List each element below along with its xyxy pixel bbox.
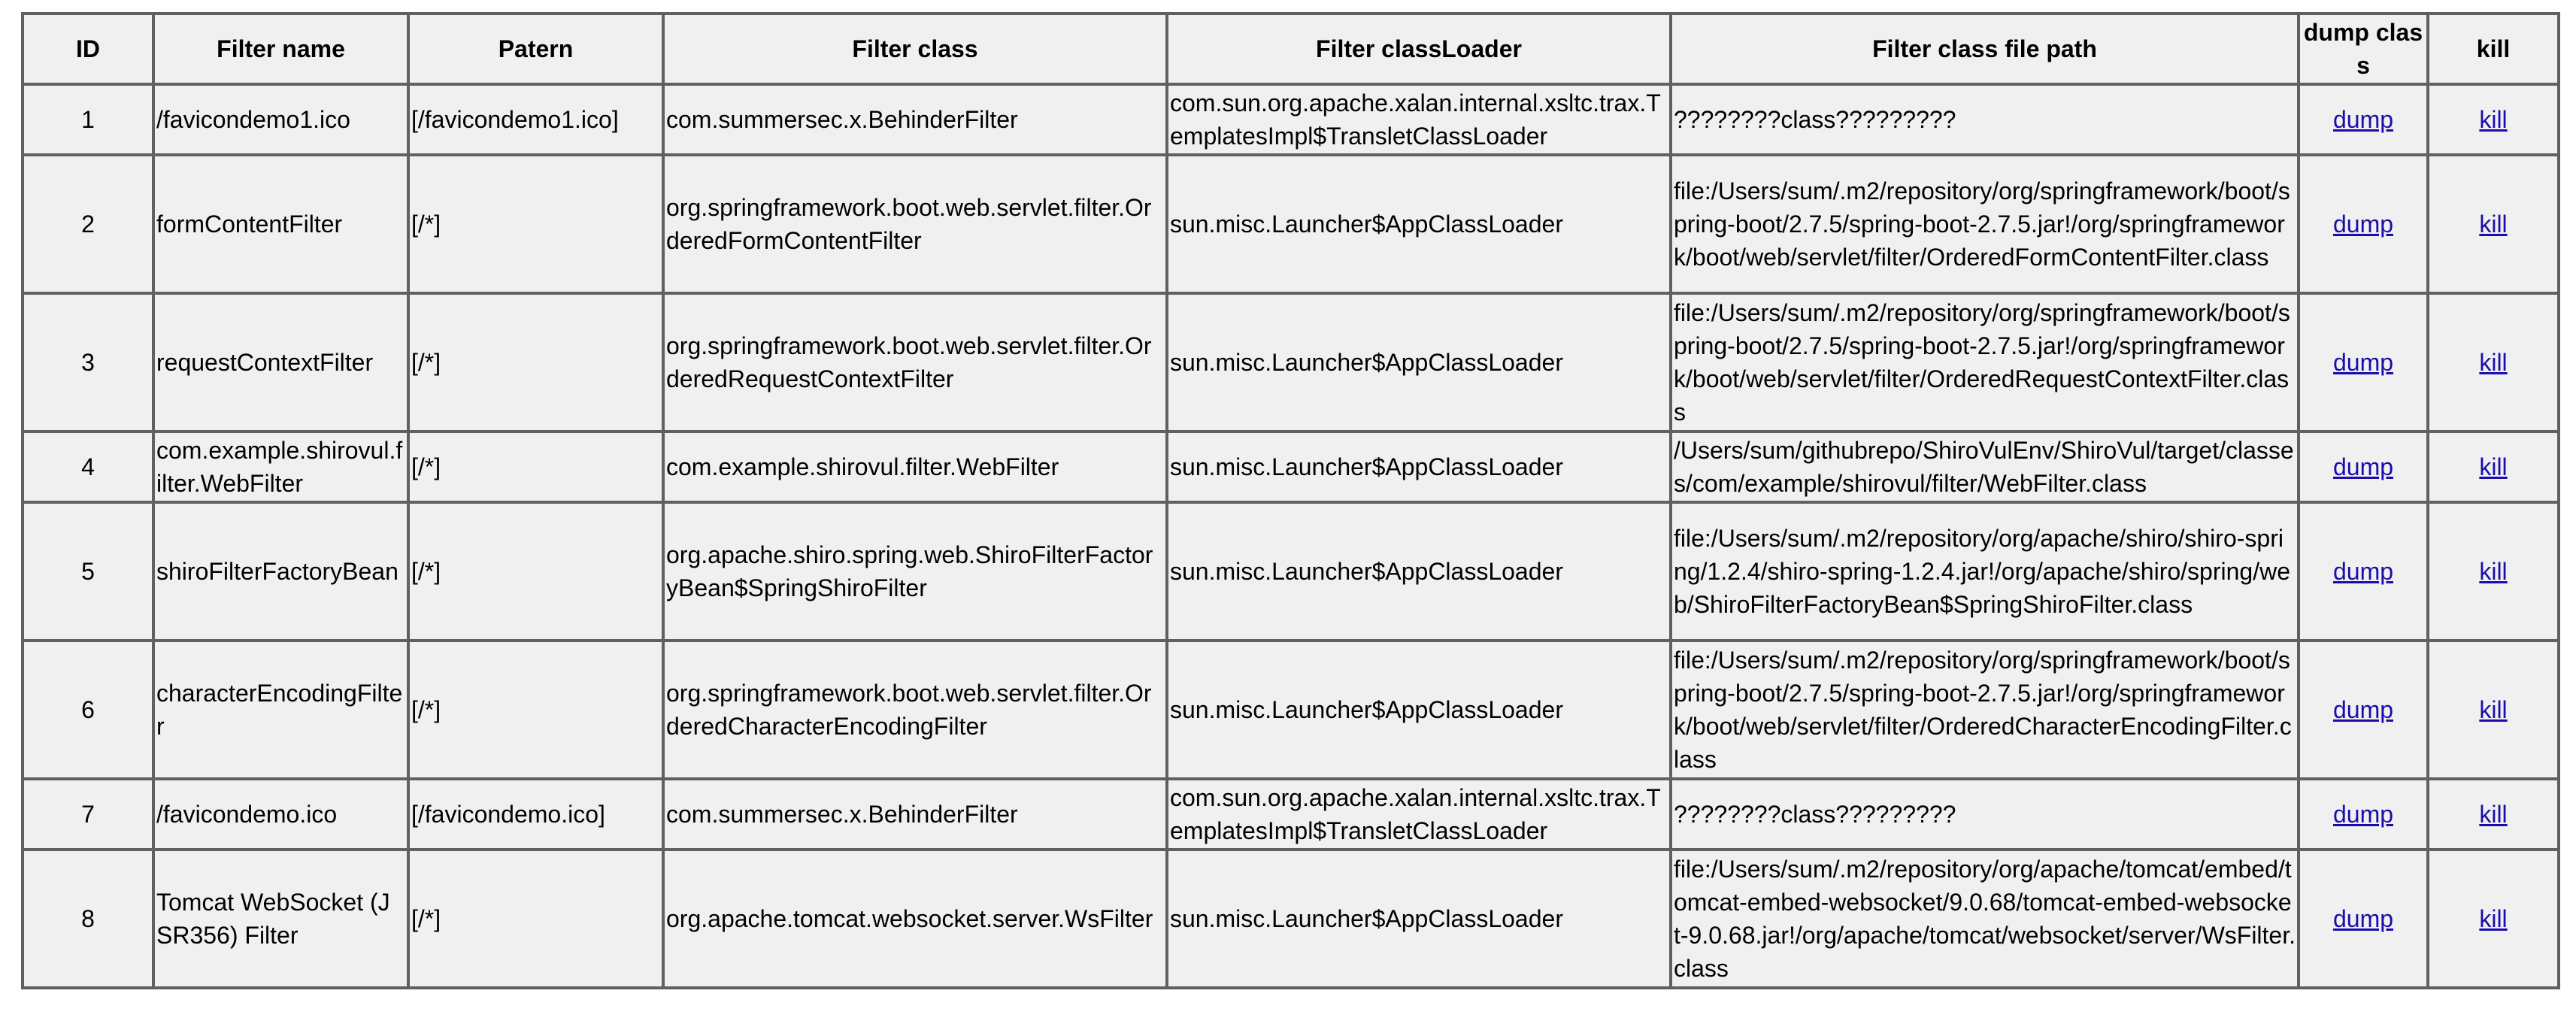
header-filter-name: Filter name [153, 14, 408, 84]
cell-classloader: sun.misc.Launcher$AppClassLoader [1167, 641, 1671, 779]
table-row [23, 155, 2559, 293]
table-row [23, 641, 2559, 779]
header-kill: kill [2428, 14, 2559, 84]
cell-dump [2299, 432, 2428, 502]
header-id: ID [23, 14, 153, 84]
cell-filter-name: requestContextFilter [153, 293, 408, 432]
cell-id: 1 [23, 84, 153, 155]
cell-pattern: [/*] [408, 293, 663, 432]
kill-link[interactable]: kill [2479, 106, 2508, 133]
cell-class-file-path: /Users/sum/githubrepo/ShiroVulEnv/ShiroVul/target/classes/com/example/shirovul/filter/WebFilter.class [1671, 432, 2299, 502]
cell-pattern: [/favicondemo.ico] [408, 779, 663, 850]
cell-filter-class: com.example.shirovul.filter.WebFilter [663, 432, 1167, 502]
table-row [23, 502, 2559, 641]
cell-dump [2299, 850, 2428, 988]
dump-link[interactable]: dump [2332, 696, 2394, 723]
kill-link[interactable]: kill [2479, 801, 2508, 828]
kill-link[interactable]: kill [2479, 453, 2508, 480]
cell-id: 4 [23, 432, 153, 502]
cell-classloader: com.sun.org.apache.xalan.internal.xsltc.trax.TemplatesImpl$TransletClassLoader [1167, 84, 1671, 155]
table-row [23, 84, 2559, 155]
cell-classloader: sun.misc.Launcher$AppClassLoader [1167, 155, 1671, 293]
cell-id: 5 [23, 502, 153, 641]
cell-pattern: [/*] [408, 641, 663, 779]
cell-filter-class: org.springframework.boot.web.servlet.filter.OrderedFormContentFilter [663, 155, 1167, 293]
kill-link[interactable]: kill [2479, 696, 2508, 723]
dump-link[interactable]: dump [2332, 801, 2394, 828]
cell-classloader: sun.misc.Launcher$AppClassLoader [1167, 850, 1671, 988]
cell-filter-class: org.apache.shiro.spring.web.ShiroFilterFactoryBean$SpringShiroFilter [663, 502, 1167, 641]
dump-link[interactable]: dump [2332, 106, 2394, 133]
cell-kill [2428, 779, 2559, 850]
cell-dump [2299, 641, 2428, 779]
cell-dump [2299, 155, 2428, 293]
cell-kill [2428, 293, 2559, 432]
table-row [23, 850, 2559, 988]
cell-dump [2299, 502, 2428, 641]
cell-filter-class: com.summersec.x.BehinderFilter [663, 779, 1167, 850]
cell-filter-class: org.apache.tomcat.websocket.server.WsFilter [663, 850, 1167, 988]
kill-link[interactable]: kill [2479, 349, 2508, 376]
cell-filter-name: shiroFilterFactoryBean [153, 502, 408, 641]
filter-table-container [21, 12, 2560, 989]
cell-classloader: sun.misc.Launcher$AppClassLoader [1167, 502, 1671, 641]
cell-kill [2428, 84, 2559, 155]
cell-filter-name: formContentFilter [153, 155, 408, 293]
table-row [23, 432, 2559, 502]
cell-id: 7 [23, 779, 153, 850]
cell-dump [2299, 779, 2428, 850]
cell-filter-class: com.summersec.x.BehinderFilter [663, 84, 1167, 155]
cell-class-file-path: file:/Users/sum/.m2/repository/org/springframework/boot/spring-boot/2.7.5/spring-boot-2.7.5.jar!/org/springframework/boot/web/servlet/filter/OrderedFormContentFilter.class [1671, 155, 2299, 293]
dump-link[interactable]: dump [2332, 558, 2394, 585]
cell-filter-class: org.springframework.boot.web.servlet.filter.OrderedRequestContextFilter [663, 293, 1167, 432]
cell-class-file-path: file:/Users/sum/.m2/repository/org/springframework/boot/spring-boot/2.7.5/spring-boot-2.7.5.jar!/org/springframework/boot/web/servlet/filter/OrderedCharacterEncodingFilter.class [1671, 641, 2299, 779]
dump-link[interactable]: dump [2332, 211, 2394, 238]
cell-filter-class: org.springframework.boot.web.servlet.filter.OrderedCharacterEncodingFilter [663, 641, 1167, 779]
kill-link[interactable]: kill [2479, 558, 2508, 585]
cell-kill [2428, 641, 2559, 779]
cell-dump [2299, 84, 2428, 155]
header-dump-class: dump class [2299, 14, 2428, 84]
cell-pattern: [/*] [408, 502, 663, 641]
cell-filter-name: com.example.shirovul.filter.WebFilter [153, 432, 408, 502]
cell-pattern: [/favicondemo1.ico] [408, 84, 663, 155]
cell-class-file-path: ????????class????????? [1671, 779, 2299, 850]
cell-pattern: [/*] [408, 850, 663, 988]
cell-classloader: sun.misc.Launcher$AppClassLoader [1167, 432, 1671, 502]
dump-link[interactable]: dump [2332, 453, 2394, 480]
cell-kill [2428, 432, 2559, 502]
cell-class-file-path: file:/Users/sum/.m2/repository/org/apache/tomcat/embed/tomcat-embed-websocket/9.0.68/tomcat-embed-websocket-9.0.68.jar!/org/apache/tomcat/websocket/server/WsFilter.class [1671, 850, 2299, 988]
cell-kill [2428, 850, 2559, 988]
cell-id: 2 [23, 155, 153, 293]
cell-dump [2299, 293, 2428, 432]
filter-table [21, 12, 2560, 989]
cell-filter-name: /favicondemo1.ico [153, 84, 408, 155]
cell-filter-name: /favicondemo.ico [153, 779, 408, 850]
table-row [23, 293, 2559, 432]
cell-filter-name: characterEncodingFilter [153, 641, 408, 779]
header-filter-class: Filter class [663, 14, 1167, 84]
dump-link[interactable]: dump [2332, 349, 2394, 376]
cell-id: 6 [23, 641, 153, 779]
header-filter-classloader: Filter classLoader [1167, 14, 1671, 84]
header-filter-class-file-path: Filter class file path [1671, 14, 2299, 84]
dump-link[interactable]: dump [2332, 905, 2394, 932]
cell-classloader: sun.misc.Launcher$AppClassLoader [1167, 293, 1671, 432]
cell-filter-name: Tomcat WebSocket (JSR356) Filter [153, 850, 408, 988]
cell-kill [2428, 502, 2559, 641]
cell-class-file-path: file:/Users/sum/.m2/repository/org/springframework/boot/spring-boot/2.7.5/spring-boot-2.7.5.jar!/org/springframework/boot/web/servlet/filter/OrderedRequestContextFilter.class [1671, 293, 2299, 432]
table-header-row [23, 14, 2559, 84]
kill-link[interactable]: kill [2479, 211, 2508, 238]
cell-id: 8 [23, 850, 153, 988]
cell-class-file-path: file:/Users/sum/.m2/repository/org/apache/shiro/shiro-spring/1.2.4/shiro-spring-1.2.4.jar!/org/apache/shiro/spring/web/ShiroFilterFactoryBean$SpringShiroFilter.class [1671, 502, 2299, 641]
cell-id: 3 [23, 293, 153, 432]
header-pattern: Patern [408, 14, 663, 84]
table-row [23, 779, 2559, 850]
cell-pattern: [/*] [408, 155, 663, 293]
cell-classloader: com.sun.org.apache.xalan.internal.xsltc.trax.TemplatesImpl$TransletClassLoader [1167, 779, 1671, 850]
kill-link[interactable]: kill [2479, 905, 2508, 932]
cell-class-file-path: ????????class????????? [1671, 84, 2299, 155]
cell-pattern: [/*] [408, 432, 663, 502]
cell-kill [2428, 155, 2559, 293]
